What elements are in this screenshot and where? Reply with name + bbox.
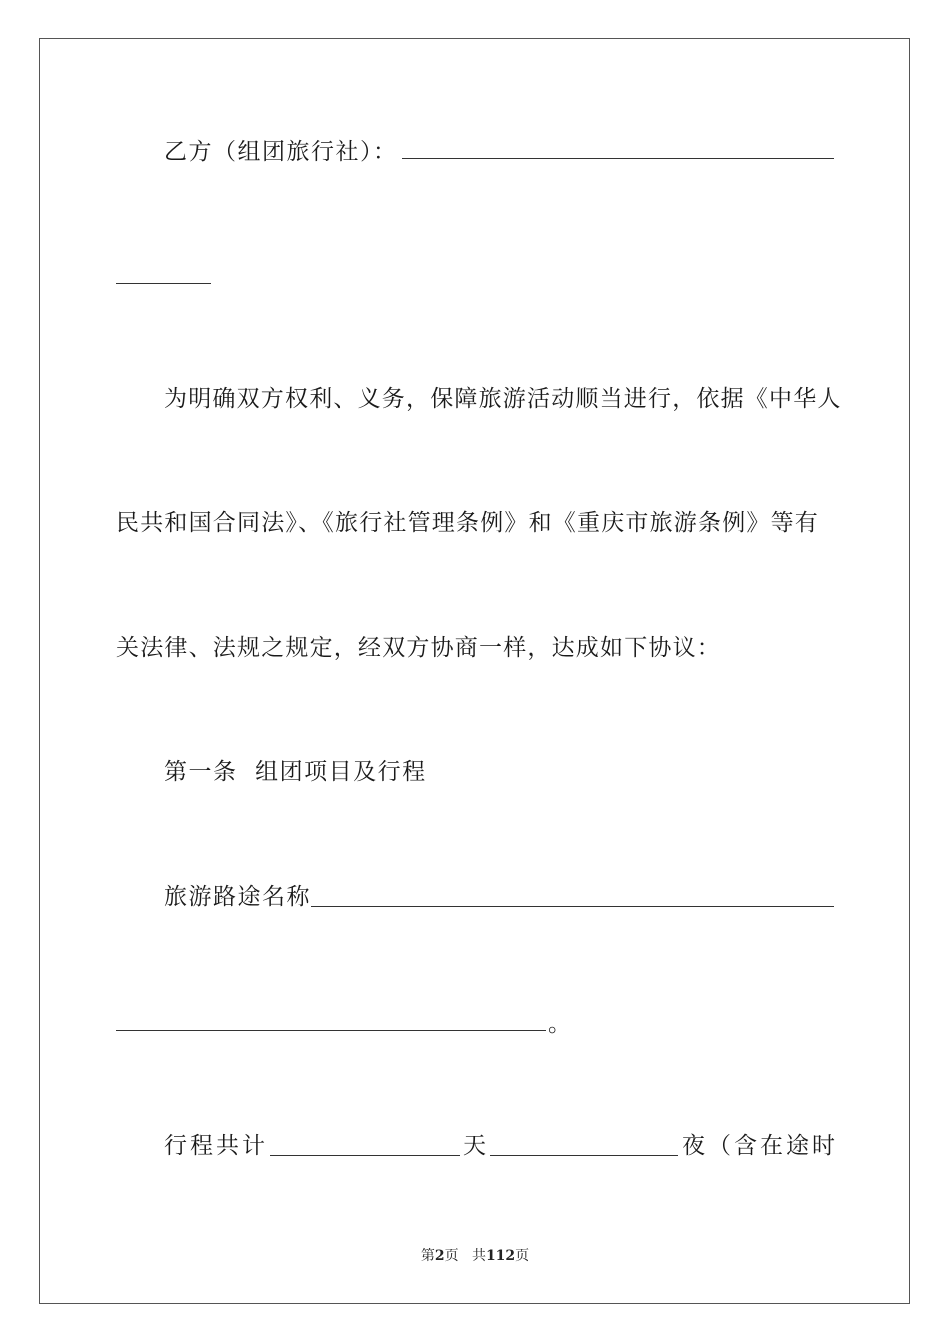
preamble-line-1: 为明确双方权利、义务，保障旅游活动顺当进行，依据《中华人	[164, 386, 842, 412]
route-end-mark: 。	[548, 1011, 573, 1037]
page-border	[39, 38, 910, 1304]
party-b-blank[interactable]	[402, 158, 834, 159]
route-name-blank[interactable]	[311, 906, 834, 907]
article-1-heading: 第一条 组团项目及行程	[164, 759, 427, 785]
footer-page-number: 2	[434, 1248, 445, 1264]
party-b-blank-continued[interactable]	[116, 283, 211, 284]
footer-total-prefix: 共	[471, 1248, 486, 1264]
route-name-label: 旅游路途名称	[164, 884, 311, 910]
preamble-line-3: 关法律、法规之规定，经双方协商一样，达成如下协议：	[116, 635, 721, 661]
footer-total-suffix: 页	[515, 1248, 530, 1264]
preamble-line-2: 民共和国合同法》、《旅行社管理条例》和《重庆市旅游条例》等有	[116, 510, 819, 536]
days-blank[interactable]	[270, 1155, 460, 1156]
nights-blank[interactable]	[490, 1155, 678, 1156]
party-b-label: 乙方（组团旅行社）：	[164, 139, 398, 165]
page-footer	[0, 1247, 950, 1265]
footer-page-prefix: 第	[420, 1248, 435, 1264]
route-name-blank-continued[interactable]	[116, 1030, 546, 1031]
itinerary-prefix: 行程共计	[164, 1133, 268, 1159]
night-unit: 夜（含在途时	[682, 1133, 838, 1159]
footer-page-suffix: 页	[444, 1248, 459, 1264]
footer-total-number: 112	[485, 1248, 516, 1264]
day-unit: 天	[463, 1133, 488, 1159]
